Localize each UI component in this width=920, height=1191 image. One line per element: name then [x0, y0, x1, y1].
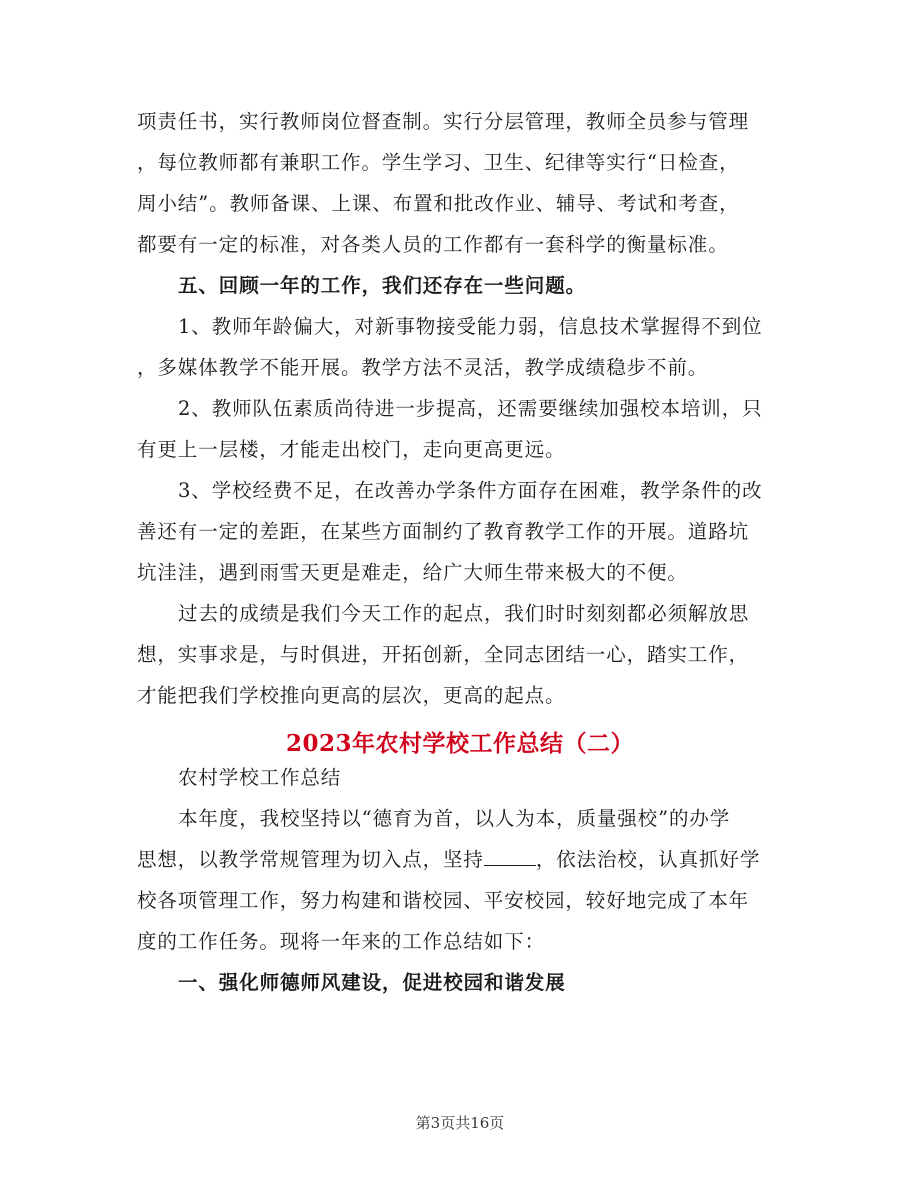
document-title: 2023年农村学校工作总结（二）: [285, 730, 634, 757]
paragraph-line: 都要有一定的标准，对各类人员的工作都有一套科学的衡量标准。: [137, 233, 729, 256]
document-subtitle: 农村学校工作总结: [178, 766, 342, 789]
section-heading-1: 一、强化师德师风建设，促进校园和谐发展: [178, 971, 566, 994]
section-heading-5: 五、回顾一年的工作，我们还存在一些问题。: [178, 274, 587, 297]
intro-line: 本年度，我校坚持以“德育为首，以人为本，质量强校”的办学: [178, 807, 731, 830]
issue-1-line: ，多媒体教学不能开展。教学方法不灵活，教学成绩稳步不前。: [137, 356, 709, 379]
paragraph-line: 项责任书，实行教师岗位督查制。实行分层管理，教师全员参与管理: [137, 110, 750, 133]
issue-3-line: 坑洼洼，遇到雨雪天更是难走，给广大师生带来极大的不便。: [137, 561, 688, 584]
issue-2-line: 有更上一层楼，才能走出校门，走向更高更远。: [137, 438, 566, 461]
fill-in-blank: [484, 847, 536, 866]
issue-1-line: 1、教师年龄偏大，对新事物接受能力弱，信息技术掌握得不到位: [178, 315, 763, 338]
issue-3-line: 3、学校经费不足，在改善办学条件方面存在困难，教学条件的改: [178, 479, 763, 502]
intro-line: 校各项管理工作，努力构建和谐校园、平安校园，较好地完成了本年: [137, 889, 750, 912]
paragraph-line: 周小结”。教师备课、上课、布置和批改作业、辅导、考试和考查，: [137, 192, 740, 215]
conclusion-line: 想，实事求是，与时俱进，开拓创新，全同志团结一心，踏实工作，: [137, 643, 750, 666]
page-number-footer: 第3页共16页: [415, 1114, 505, 1132]
intro-text-before-blank: 思想，以教学常规管理为切入点，坚持: [137, 848, 484, 871]
intro-line: [137, 845, 787, 875]
intro-line: 度的工作任务。现将一年来的工作总结如下：: [137, 930, 546, 953]
conclusion-line: 过去的成绩是我们今天工作的起点，我们时时刻刻都必须解放思: [178, 602, 750, 625]
issue-2-line: 2、教师队伍素质尚待进一步提高，还需要继续加强校本培训，只: [178, 397, 763, 420]
intro-text-after-blank: ，依法治校，认真抓好学: [535, 848, 761, 871]
conclusion-line: 才能把我们学校推向更高的层次，更高的起点。: [137, 684, 566, 707]
paragraph-line: ，每位教师都有兼职工作。学生学习、卫生、纪律等实行“日检查，: [137, 151, 740, 174]
issue-3-line: 善还有一定的差距，在某些方面制约了教育教学工作的开展。道路坑: [137, 520, 750, 543]
